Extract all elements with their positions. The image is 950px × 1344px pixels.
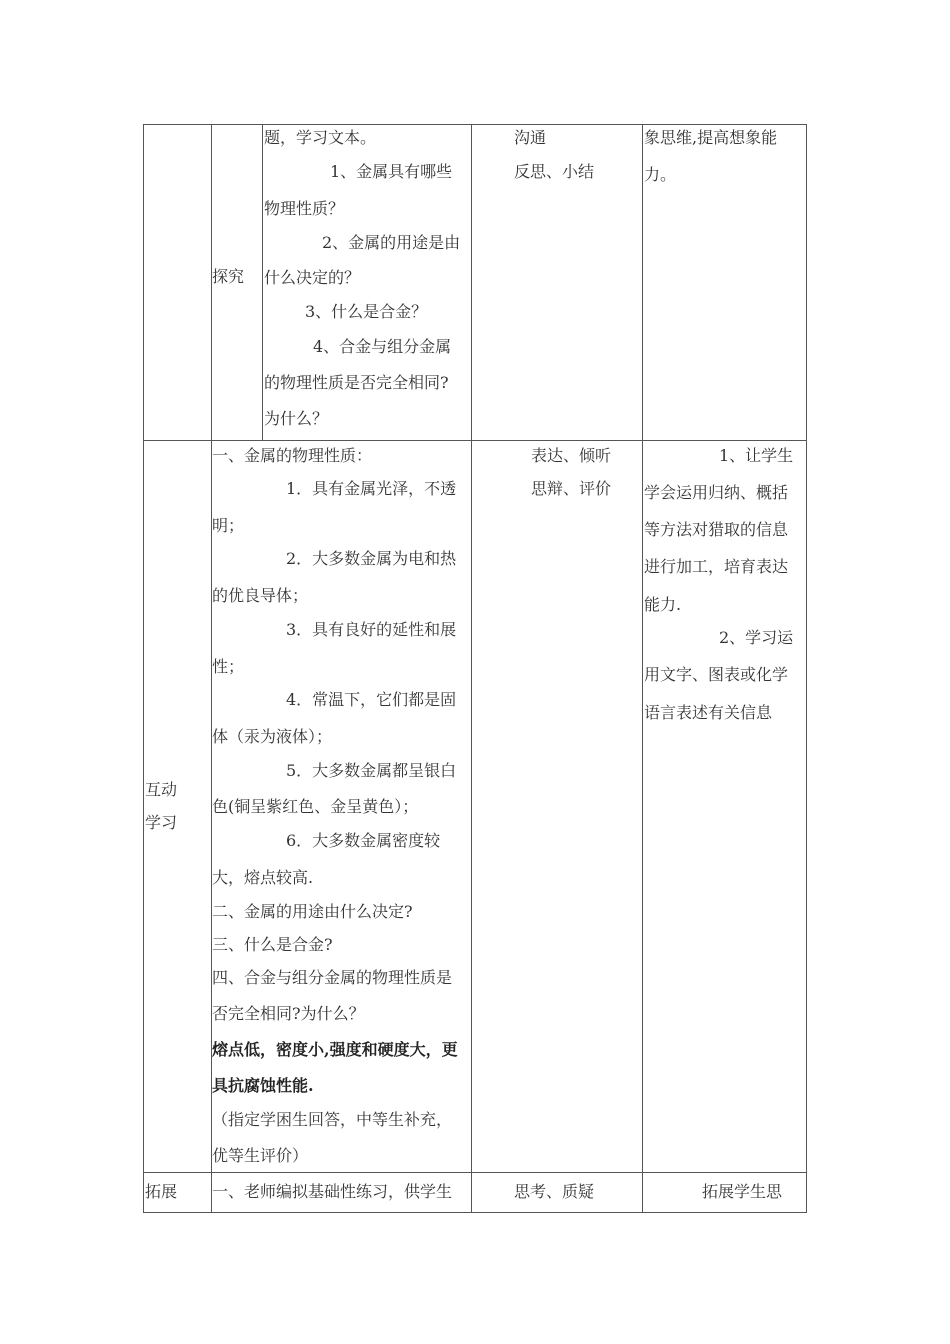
content-line: 一、老师编拟基础性练习，供学生	[212, 1182, 453, 1201]
content-line: 二、金属的用途由什么决定?	[212, 902, 413, 921]
design-intent-line: 1、让学生	[719, 446, 794, 465]
content-line: 的优良导体；	[212, 586, 309, 605]
content-line: 什么决定的？	[264, 268, 361, 287]
content-line: 优等生评价）	[212, 1146, 309, 1165]
design-intent-line: 2、学习运	[719, 628, 794, 647]
design-intent-line: 象思维,提高想象能	[644, 128, 778, 147]
content-line: （指定学困生回答，中等生补充，	[212, 1110, 453, 1129]
content-line: 一、金属的物理性质：	[212, 446, 373, 465]
design-intent-line: 能力.	[644, 595, 682, 614]
table-rule	[262, 124, 263, 440]
content-line: 3．具有良好的延性和展	[286, 620, 457, 639]
content-line: 为什么？	[264, 409, 329, 428]
table-rule	[806, 124, 807, 1213]
content-line: 2、金属的用途是由	[322, 233, 461, 252]
table-rule	[642, 124, 643, 1213]
content-line: 4、合金与组分金属	[313, 337, 452, 356]
table-rule	[471, 124, 472, 1213]
design-intent-line: 学会运用归纳、概括	[644, 483, 789, 502]
design-intent-line: 语言表述有关信息	[644, 703, 773, 722]
content-line: 5．大多数金属都呈银白	[286, 761, 457, 780]
student-activity-line: 思考、质疑	[514, 1182, 595, 1201]
content-line-bold: 熔点低，密度小,强度和硬度大，更	[212, 1040, 458, 1059]
table-rule	[143, 124, 144, 1213]
content-line: 否完全相同?为什么？	[212, 1004, 365, 1023]
content-line: 3、什么是合金？	[305, 302, 428, 321]
stage-label: 学习	[145, 813, 178, 832]
table-rule	[143, 1212, 807, 1213]
design-intent-line: 进行加工，培育表达	[644, 557, 789, 576]
content-line: 6．大多数金属密度较	[286, 831, 441, 850]
content-line: 1、金属具有哪些	[330, 162, 453, 181]
student-activity-line: 思辩、评价	[531, 479, 612, 498]
content-line: 明；	[212, 516, 245, 535]
content-line: 性；	[212, 657, 245, 676]
student-activity-line: 沟通	[514, 128, 547, 147]
content-line: 的物理性质是否完全相同?	[264, 373, 449, 392]
content-line: 2．大多数金属为电和热	[286, 549, 457, 568]
stage-label: 互动	[145, 780, 178, 799]
stage-label: 探究	[212, 267, 245, 286]
design-intent-line: 力。	[644, 165, 677, 184]
content-line: 4．常温下，它们都是固	[286, 690, 457, 709]
table-rule	[143, 1172, 807, 1173]
design-intent-line: 等方法对猎取的信息	[644, 520, 789, 539]
stage-label: 拓展	[145, 1182, 178, 1201]
student-activity-line: 反思、小结	[514, 162, 595, 181]
student-activity-line: 表达、倾听	[531, 446, 612, 465]
content-line: 三、什么是合金?	[212, 935, 333, 954]
content-line: 四、合金与组分金属的物理性质是	[212, 968, 453, 987]
content-line: 物理性质？	[264, 199, 345, 218]
content-line: 大，熔点较高.	[212, 868, 314, 887]
content-line-bold: 具抗腐蚀性能.	[212, 1076, 314, 1095]
table-rule	[143, 124, 807, 125]
content-line: 体（汞为液体）；	[212, 727, 333, 746]
content-line: 色(铜呈紫红色、金呈黄色）；	[212, 797, 419, 816]
table-rule	[143, 440, 807, 441]
design-intent-line: 用文字、图表或化学	[644, 665, 789, 684]
content-line: 题，学习文本。	[264, 128, 377, 147]
design-intent-line: 拓展学生思	[702, 1182, 783, 1201]
content-line: 1．具有金属光泽，不透	[286, 479, 457, 498]
